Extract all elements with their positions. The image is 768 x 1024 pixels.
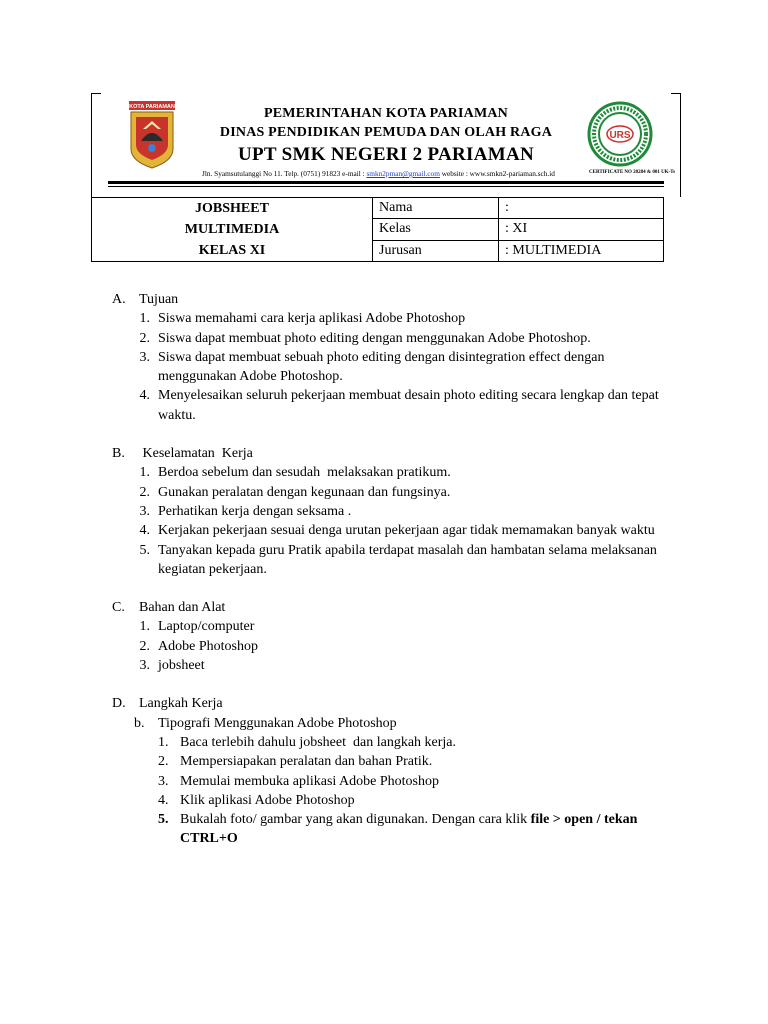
kelas-value: : XI [499, 219, 664, 240]
table-row [92, 198, 664, 219]
jobsheet-subject: MULTIMEDIA [184, 222, 280, 237]
langkah-list [112, 733, 682, 849]
list-item: 5. Bukalah foto/ gambar yang akan digunakan. Dengan cara klik file > open / tekan CTRL+O [158, 812, 638, 847]
contact-email-link[interactable]: smkn2pman@gmail.com [366, 169, 440, 178]
list-item: 4. Menyelesaikan seluruh pekerjaan membuat desain photo editing secara lengkap dan tepat waktu. [139, 388, 659, 423]
section-marker: C. [112, 600, 125, 616]
list-item: 1. Laptop/computer [139, 619, 255, 635]
list-item: 3. jobsheet [139, 658, 205, 674]
bahan-list [112, 617, 682, 675]
jobsheet-class: KELAS XI [198, 243, 266, 258]
list-item: 5. Tanyakan kepada guru Pratik apabila terdapat masalah dan hambatan selama melaksanan kegiatan pekerjaan. [139, 542, 657, 577]
contact-address: Jln. Syamsutulanggi No 11. Telp. (0751) 91823 e-mail : [202, 169, 367, 178]
section-heading [112, 598, 682, 617]
jobsheet-title-cell [92, 198, 373, 262]
nama-label: Nama [373, 198, 499, 219]
section-heading [112, 444, 682, 463]
letterhead-rule-thin [108, 186, 664, 187]
tujuan-list [112, 309, 682, 425]
list-item: 2. Gunakan peralatan dengan kegunaan dan fungsinya. [139, 484, 451, 500]
subsection-marker: b. [134, 715, 145, 731]
nama-value[interactable]: : [499, 198, 664, 219]
list-item: 1. Baca terlebih dahulu jobsheet dan langkah kerja. [158, 734, 457, 750]
step5-shortcut: file > open / tekan CTRL+O [180, 812, 638, 847]
letterhead-contact [202, 169, 555, 178]
list-item: 3. Perhatikan kerja dengan seksama . [139, 503, 352, 519]
section-keselamatan-kerja [112, 444, 682, 579]
section-title: Bahan dan Alat [139, 600, 226, 616]
list-item: 4. Klik aplikasi Adobe Photoshop [158, 792, 355, 808]
jobsheet-content [112, 290, 682, 868]
certification-seal-logo [587, 101, 653, 167]
list-item: 3. Memulai membuka aplikasi Adobe Photoshop [158, 773, 439, 789]
list-item: 3. Siswa dapat membuat sebuah photo editing dengan disintegration effect dengan menggunakan Adobe Photoshop. [139, 349, 605, 385]
list-item: 2. Siswa dapat membuat photo editing dengan menggunakan Adobe Photoshop. [139, 330, 591, 346]
list-item: 2. Mempersiapakan peralatan dan bahan Pratik. [158, 754, 433, 770]
list-item: 4. Kerjakan pekerjaan sesuai denga urutan pekerjaan agar tidak memamakan banyak waktu [139, 523, 655, 539]
letterhead-school-name: UPT SMK NEGERI 2 PARIAMAN [237, 144, 535, 165]
cert-badge-text: URS [609, 130, 631, 141]
subsection-heading [112, 714, 682, 733]
kelas-label: Kelas [373, 219, 499, 240]
letterhead [91, 93, 681, 197]
letterhead-corner-left [91, 93, 101, 94]
section-title: Tujuan [139, 292, 179, 307]
section-title: Keselamatan Kerja [139, 446, 253, 462]
section-bahan-alat [112, 598, 682, 675]
letterhead-corner-right [671, 93, 681, 94]
list-item: 1. Berdoa sebelum dan sesudah melaksakan pratikum. [139, 465, 451, 481]
section-marker: B. [112, 446, 125, 462]
letterhead-rule-thick [108, 181, 664, 184]
jurusan-label: Jurusan [373, 240, 499, 261]
letterhead-government: PEMERINTAHAN KOTA PARIAMAN [264, 106, 508, 121]
subsection-title: Tipografi Menggunakan Adobe Photoshop [158, 715, 397, 731]
list-item: 1. Siswa memahami cara kerja aplikasi Adobe Photoshop [139, 311, 466, 327]
section-langkah-kerja [112, 694, 682, 848]
section-title: Langkah Kerja [139, 696, 223, 712]
jobsheet-title: JOBSHEET [195, 201, 269, 216]
jobsheet-info-table [91, 197, 664, 262]
contact-website: website : www.smkn2-pariaman.sch.id [439, 169, 555, 178]
list-item: 2. Adobe Photoshop [139, 638, 258, 654]
city-crest-label: KOTA PARIAMAN [129, 104, 175, 110]
keselamatan-list [112, 463, 682, 579]
section-heading [112, 694, 682, 713]
section-heading [112, 290, 682, 309]
cert-caption: CERTIFICATE NO 20284 & 001 UK-Ts [589, 170, 676, 175]
section-marker: A. [112, 292, 126, 307]
section-tujuan [112, 290, 682, 425]
letterhead-department: DINAS PENDIDIKAN PEMUDA DAN OLAH RAGA [219, 125, 553, 140]
step5-text: Bukalah foto/ gambar yang akan digunakan. Dengan cara klik [180, 812, 531, 828]
jurusan-value: : MULTIMEDIA [499, 240, 664, 261]
section-marker: D. [112, 696, 126, 712]
